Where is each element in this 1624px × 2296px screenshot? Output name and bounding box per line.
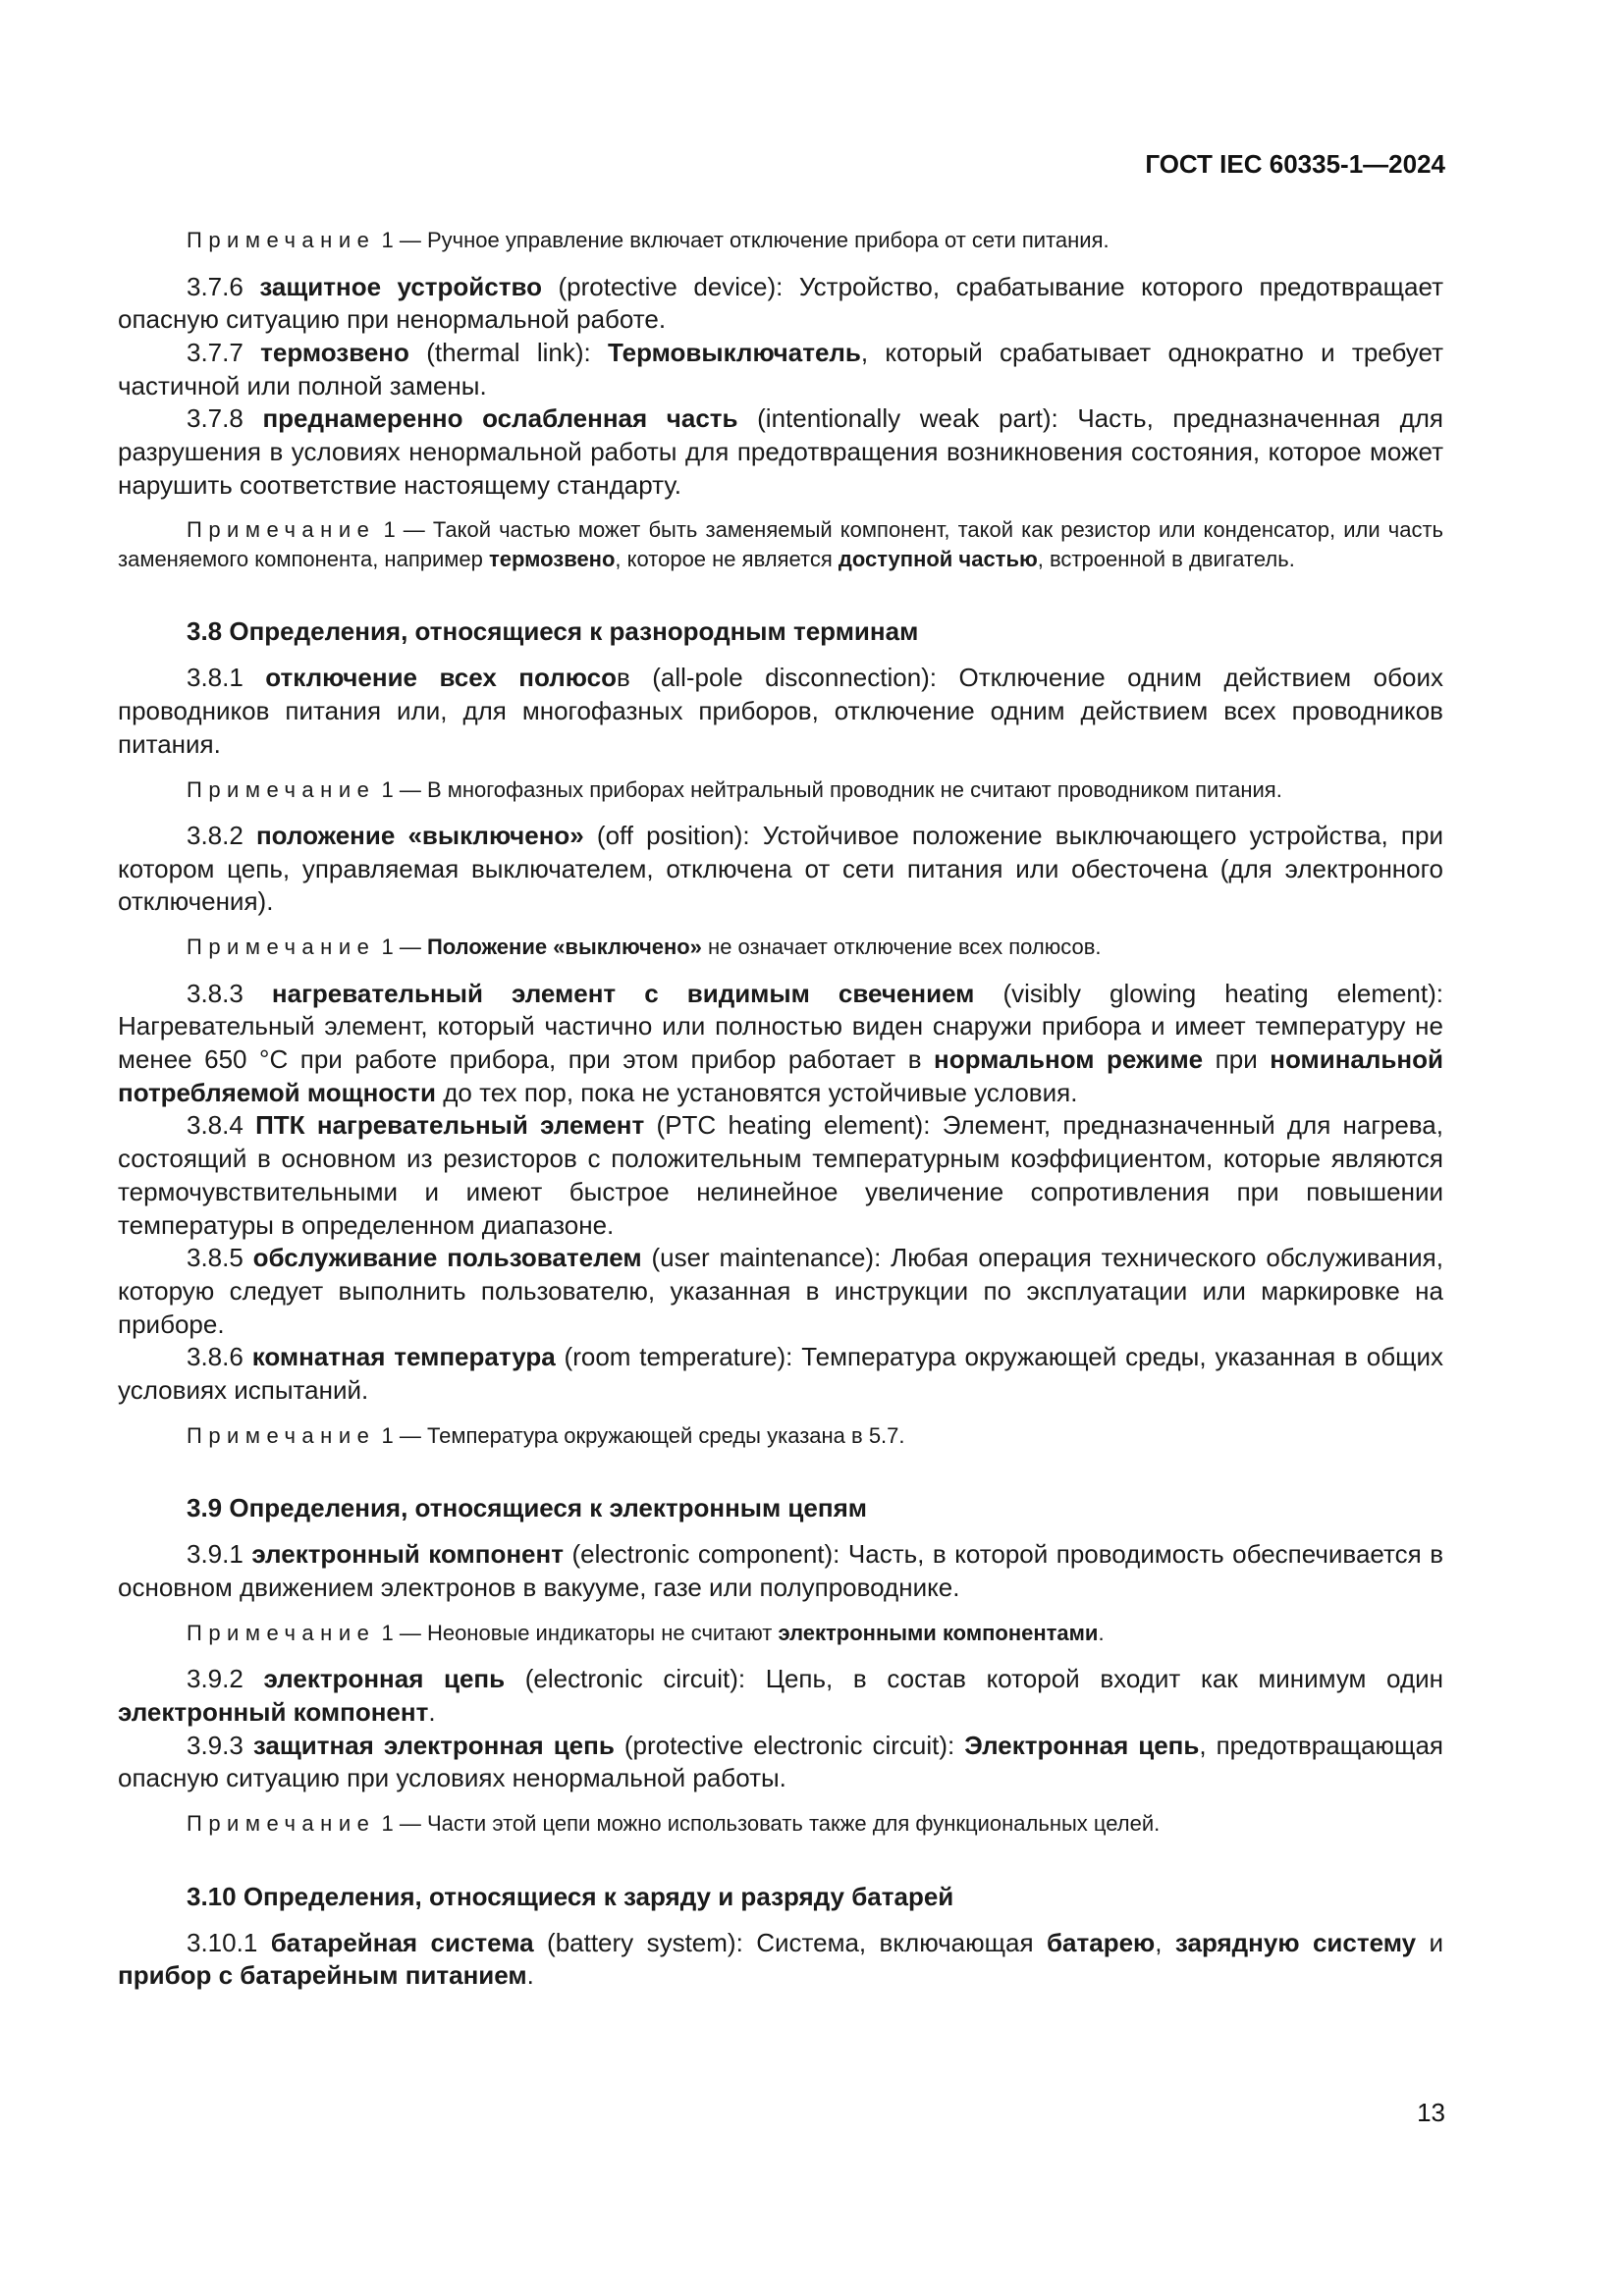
definition-3-8-5: 3.8.5 обслуживание пользователем (user maintenance): Любая операция технического обслуживания, которую следует выполнить пользователю, указанная в инструкции по эксплуатации или маркировке на приборе. — [118, 1243, 1443, 1339]
term: комнатная температура — [251, 1342, 556, 1372]
term: преднамеренно ослабленная часть — [262, 403, 738, 434]
term: защитное устройство — [259, 271, 543, 301]
section-heading-3-10: 3.10 Определения, относящиеся к заряду и разряду батарей — [187, 1881, 954, 1911]
note-label: Примечание — [187, 1422, 376, 1448]
definition-3-7-8: 3.7.8 преднамеренно ослабленная часть (intentionally weak part): Часть, предназначенная для разрушения в условиях ненормальной работы для предотвращения возникновения состояния, которое может нарушить соответствие настоящему стандарту. — [118, 403, 1443, 500]
definition-3-7-7: 3.7.7 термозвено (thermal link): Термовыключатель, который срабатывает однократно и требует частичной или полной замены. — [118, 337, 1443, 400]
term-ref: Термовыключатель — [608, 337, 861, 367]
term: ПТК нагревательный элемент — [255, 1110, 645, 1141]
definition-3-9-3: 3.9.3 защитная электронная цепь (protective electronic circuit): Электронная цепь, предотвращающая опасную ситуацию при условиях ненормальной работы. — [118, 1730, 1443, 1793]
term: отключение всех полюсо — [265, 663, 617, 693]
document-code: ГОСТ IEC 60335-1—2024 — [1145, 149, 1445, 179]
note: Примечание 1 — Такой частью может быть заменяемый компонент, такой как резистор или конденсатор, или часть заменяемого компонента, например термозвено, которое не является доступной частью, встроенной в двигатель. — [118, 517, 1443, 571]
definition-3-9-2: 3.9.2 электронная цепь (electronic circuit): Цепь, в состав которой входит как минимум один электронный компонент. — [118, 1664, 1443, 1727]
term: защитная электронная цепь — [252, 1730, 615, 1760]
definition-3-8-6: 3.8.6 комнатная температура (room temperature): Температура окружающей среды, указанная в общих условиях испытаний. — [118, 1342, 1443, 1406]
term: обслуживание пользователем — [252, 1243, 642, 1273]
definition-3-7-6: 3.7.6 защитное устройство (protective device): Устройство, срабатывание которого предотвращает опасную ситуацию при ненормальной работе. — [118, 271, 1443, 335]
section-heading-3-8: 3.8 Определения, относящиеся к разнородным терминам — [187, 616, 919, 647]
definition-3-10-1: 3.10.1 батарейная система (battery system): Система, включающая батарею, зарядную систему и прибор с батарейным питанием. — [118, 1927, 1444, 1991]
note-label: Примечание — [187, 1811, 376, 1836]
page-number: 13 — [1417, 2098, 1445, 2127]
definition-3-8-3: 3.8.3 нагревательный элемент с видимым свечением (visibly glowing heating element): Нагревательный элемент, который частично или полностью виден снаружи прибора и имеет температуру не менее 650 °C при работе прибора, при этом прибор работает в нормальном режиме при номинальной потребляемой мощности до тех пор, пока не установятся устойчивые условия. — [118, 978, 1443, 1107]
definition-3-8-4: 3.8.4 ПТК нагревательный элемент (PTC heating element): Элемент, предназначенный для нагрева, состоящий в основном из резисторов с положительным температурным коэффициентом, которые являются термочувствительными и имеют быстрое нелинейное увеличение сопротивления при повышении температуры в определенном диапазоне. — [118, 1110, 1443, 1240]
term: термозвено — [260, 337, 409, 367]
note: Примечание 1 — Температура окружающей среды указана в 5.7. — [187, 1422, 905, 1448]
term: батарейная система — [270, 1927, 534, 1957]
definition-3-9-1: 3.9.1 электронный компонент (electronic component): Часть, в которой проводимость обеспечивается в основном движением электронов в вакууме, газе или полупроводнике. — [118, 1539, 1444, 1602]
note-label: Примечание — [187, 776, 376, 802]
term: электронная цепь — [263, 1664, 506, 1694]
note-label: Примечание — [187, 934, 376, 960]
note-label: Примечание — [187, 1620, 376, 1645]
page-body — [118, 226, 1443, 1993]
note: Примечание 1 — Части этой цепи можно использовать также для функциональных целей. — [187, 1811, 1161, 1836]
term: нагревательный элемент с видимым свечением — [271, 978, 975, 1008]
term: электронный компонент — [251, 1539, 564, 1570]
note-label: Примечание — [187, 517, 376, 543]
note-label: Примечание — [187, 228, 376, 252]
note: Примечание 1 — Неоновые индикаторы не считают электронными компонентами. — [187, 1620, 1105, 1645]
note: Примечание 1 — В многофазных приборах нейтральный проводник не считают проводником питания. — [187, 776, 1282, 802]
note: Примечание 1 — Ручное управление включает отключение прибора от сети питания. — [187, 228, 1110, 252]
definition-3-8-1: 3.8.1 отключение всех полюсов (all-pole disconnection): Отключение одним действием обоих проводников питания или, для многофазных приборов, отключение одним действием всех проводников питания. — [118, 663, 1443, 759]
term: положение «выключено» — [255, 821, 584, 851]
note: Примечание 1 — Положение «выключено» не означает отключение всех полюсов. — [187, 934, 1102, 960]
section-heading-3-9: 3.9 Определения, относящиеся к электронным цепям — [187, 1493, 867, 1523]
definition-3-8-2: 3.8.2 положение «выключено» (off position): Устойчивое положение выключающего устройства, при котором цепь, управляемая выключателем, отключена от сети питания или обесточена (для электронного отключения). — [118, 821, 1443, 917]
